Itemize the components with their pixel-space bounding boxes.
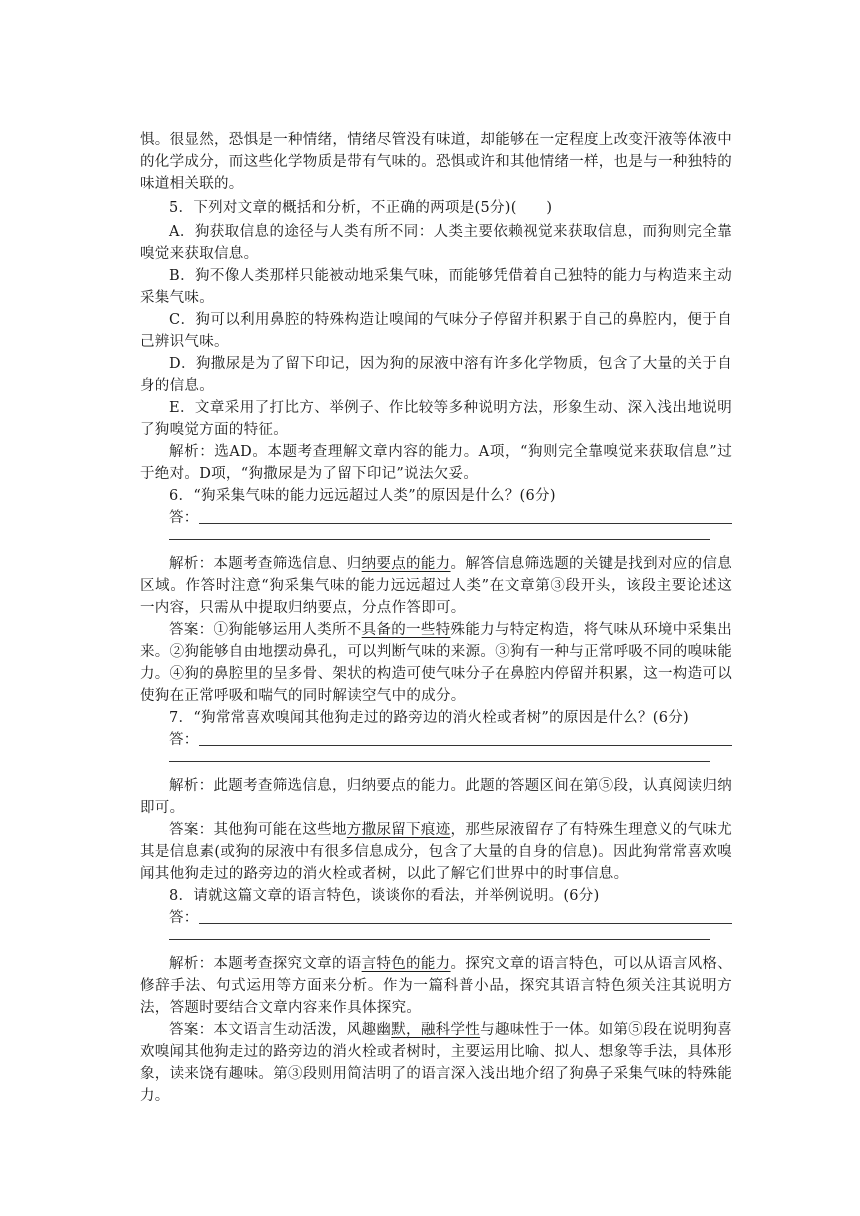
- q7-answer-line[interactable]: [169, 729, 732, 751]
- q8-analysis-post: 。探究文章的语言特色，可以从语言风格、修辞手法、句式运用等方面来分析。作为一篇科普小品，探究其语言特色须关注其说明方法，答题时要结合文章内容来作具体探究。: [140, 956, 732, 1016]
- q6-answer: [140, 619, 732, 707]
- q6-answer-post: 殊能力与特定构造，将气味从环境中采集出来。②狗能够自由地摆动鼻孔，可以判断气味的来源。③狗有一种与正常呼吸不同的嗅味能力。④狗的鼻腔里的呈多骨、架状的构造可使气味分子在鼻腔内停留并积累，这一构造可以使狗在正常呼吸和喘气的同时解读空气中的成分。: [140, 622, 732, 704]
- question-8-stem: 8．请就这篇文章的语言特色，谈谈你的看法，并举例说明。(6分): [169, 888, 600, 904]
- q8-answer-line[interactable]: [169, 907, 732, 929]
- q6-answer-pre: 答案：①狗能够运用人类所不: [169, 622, 362, 638]
- document-body: [140, 129, 732, 1107]
- q8-answer: [140, 1019, 732, 1107]
- q6-analysis: [140, 553, 732, 619]
- q7-answer-line-2[interactable]: [169, 751, 732, 773]
- q8-answer-label: 答：: [169, 910, 199, 926]
- q5-option-a: A．狗获取信息的途径与人类有所不同：人类主要依赖视觉来获取信息，而狗则完全靠嗅觉来获取信息。: [140, 224, 732, 262]
- q8-analysis-underlined: 言特色的能力: [361, 956, 451, 972]
- intro-paragraph: 惧。很显然，恐惧是一种情绪，情绪尽管没有味道，却能够在一定程度上改变汗液等体液中的化学成分，而这些化学物质是带有气味的。恐惧或许和其他情绪一样，也是与一种独特的味道相关联的。: [140, 132, 732, 192]
- q6-answer-label: 答：: [169, 510, 199, 526]
- q8-answer-pre: 答案：本文语言生动活泼，风趣幽: [169, 1022, 392, 1038]
- q6-analysis-pre: 解析：本题考查筛选信息、归: [169, 556, 362, 572]
- q6-answer-rule: [199, 523, 732, 524]
- q5-option-c: C．狗可以利用鼻腔的特殊构造让嗅闻的气味分子停留并积累于自己的鼻腔内，便于自己辨识气味。: [140, 312, 732, 350]
- q8-answer-rule-2: [169, 939, 710, 940]
- q7-answer-rule: [199, 745, 732, 746]
- q6-analysis-post: 。解答信息筛选题的关键是找到对应的信息区域。作答时注意“狗采集气味的能力远远超过人类”在文章第③段开头，该段主要论述这一内容，只需从中提取归纳要点，分点作答即可。: [140, 556, 732, 616]
- q7-answer: [140, 819, 732, 885]
- question-6-stem: 6．“狗采集气味的能力远远超过人类”的原因是什么？(6分): [169, 488, 556, 504]
- q6-answer-rule-2: [169, 539, 710, 540]
- q6-analysis-underlined: 纳要点的能力: [361, 556, 451, 572]
- q8-answer-underlined: 默，融科学性: [391, 1022, 481, 1038]
- q6-answer-line[interactable]: [169, 507, 732, 529]
- q7-answer-rule-2: [169, 761, 710, 762]
- q8-answer-rule: [199, 923, 732, 924]
- q7-analysis: 解析：此题考查筛选信息，归纳要点的能力。此题的答题区间在第⑤段，认真阅读归纳即可。: [140, 778, 732, 816]
- q5-option-d: D．狗撒尿是为了留下印记，因为狗的尿液中溶有许多化学物质，包含了大量的关于自身的信息。: [140, 356, 732, 394]
- q7-answer-underlined: 方撒尿留下痕迹: [346, 822, 451, 838]
- q5-option-b: B．狗不像人类那样只能被动地采集气味，而能够凭借着自己独特的能力与构造来主动采集气味。: [140, 268, 732, 306]
- q7-answer-pre: 答案：其他狗可能在这些地: [169, 822, 347, 838]
- question-7-stem: 7．“狗常常喜欢嗅闻其他狗走过的路旁边的消火栓或者树”的原因是什么？(6分): [169, 710, 689, 726]
- q7-answer-label: 答：: [169, 732, 199, 748]
- q8-answer-post: 与趣味性于一体。如第⑤段在说明狗喜欢嗅闻其他狗走过的路旁边的消火栓或者树时，主要运用比喻、拟人、想象等手法，具体形象，读来饶有趣味。第③段则用简洁明了的语言深入浅出地介绍了狗鼻子采集气味的特殊能力。: [140, 1022, 732, 1104]
- q8-analysis-pre: 解析：本题考查探究文章的语: [169, 956, 362, 972]
- q8-analysis: [140, 953, 732, 1019]
- q5-option-e: E．文章采用了打比方、举例子、作比较等多种说明方法，形象生动、深入浅出地说明了狗嗅觉方面的特征。: [140, 400, 732, 438]
- q5-analysis: 解析：选AD。本题考查理解文章内容的能力。A项，“狗则完全靠嗅觉来获取信息”过于绝对。D项，“狗撒尿是为了留下印记”说法欠妥。: [140, 444, 732, 482]
- q6-answer-line-2[interactable]: [169, 529, 732, 551]
- q7-answer-post: ，那些尿液留存了有特殊生理意义的气味尤其是信息素(或狗的尿液中有很多信息成分，包含了大量的自身的信息)。因此狗常常喜欢嗅闻其他狗走过的路旁边的消火栓或者树，以此了解它们世界中的时事信息。: [140, 822, 732, 882]
- question-5-stem: 5．下列对文章的概括和分析，不正确的两项是(5分)( ): [169, 200, 553, 216]
- q8-answer-line-2[interactable]: [169, 929, 732, 951]
- q6-answer-underlined: 具备的一些特: [361, 622, 451, 638]
